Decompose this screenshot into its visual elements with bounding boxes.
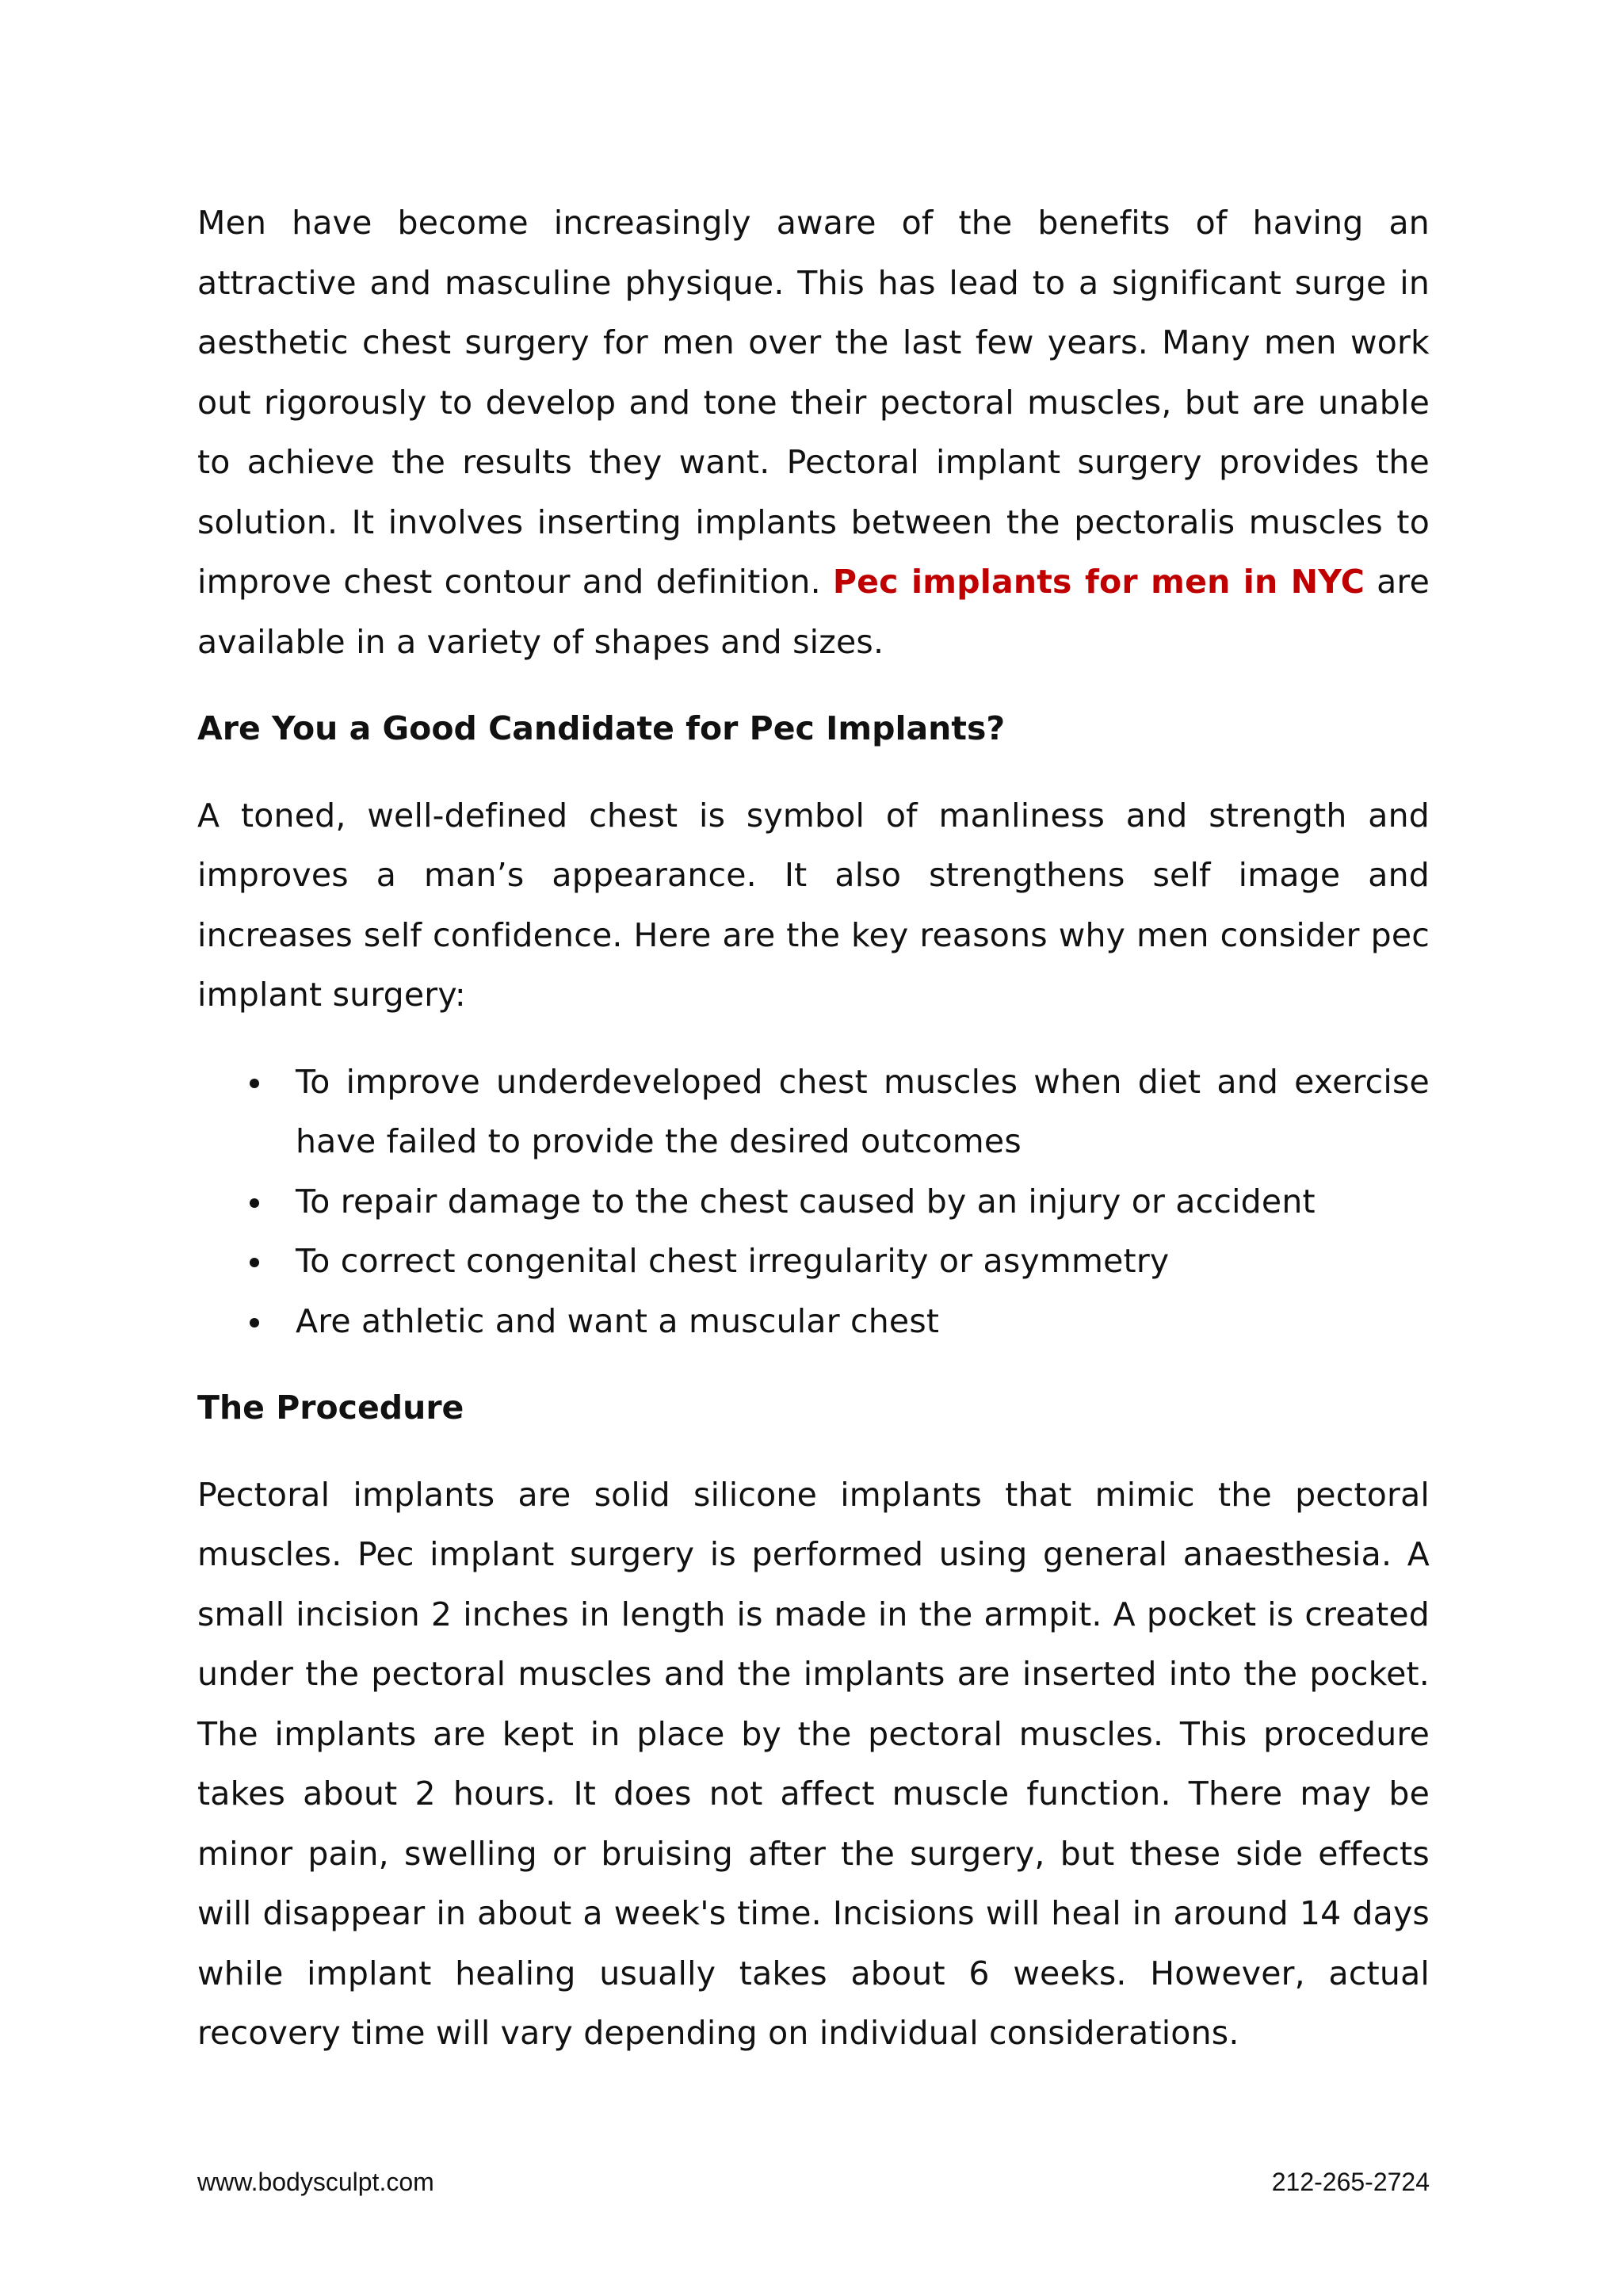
intro-paragraph — [197, 193, 1430, 672]
candidate-intro-paragraph: A toned, well-defined chest is symbol of manliness and strength and improves a man’s appearance. It also strengthens self image and increases self confidence. Here are the key reasons why men consider pec implant surgery: — [197, 796, 1430, 1014]
list-item — [197, 1172, 1430, 1232]
procedure-heading: The Procedure — [197, 1389, 464, 1427]
bullet-icon — [250, 1198, 259, 1208]
pec-implants-nyc-link[interactable]: Pec implants for men in NYC — [832, 563, 1365, 601]
bullet-icon — [250, 1258, 259, 1267]
list-item-text: Are athletic and want a muscular chest — [296, 1301, 940, 1340]
footer-phone: 212-265-2724 — [1271, 2168, 1430, 2196]
bullet-icon — [250, 1079, 259, 1088]
procedure-paragraph: Pectoral implants are solid silicone implants that mimic the pectoral muscles. Pec implant surgery is performed using general anaesthesia. A small incision 2 inches in length is made in the armpit. A pocket is created under the pectoral muscles and the implants are inserted into the pocket. The implants are kept in place by the pectoral muscles. This procedure takes about 2 hours. It does not affect muscle function. There may be minor pain, swelling or bruising after the surgery, but these side effects will disappear in about a week's time. Incisions will heal in around 14 days while implant healing usually takes about 6 weeks. However, actual recovery time will vary depending on individual considerations. — [197, 1475, 1430, 2052]
reasons-list — [197, 1052, 1430, 1352]
candidate-heading: Are You a Good Candidate for Pec Implants? — [197, 709, 1006, 747]
bullet-icon — [250, 1318, 259, 1328]
document-page — [197, 193, 1430, 2064]
list-item-text: To repair damage to the chest caused by an injury or accident — [296, 1182, 1316, 1221]
list-item-text: To correct congenital chest irregularity or asymmetry — [296, 1242, 1170, 1280]
page-footer — [197, 2168, 1430, 2197]
list-item — [197, 1232, 1430, 1292]
intro-text-before: Men have become increasingly aware of the benefits of having an attractive and masculine physique. This has lead to a significant surge in aesthetic chest surgery for men over the last few years. Many men work out rigorously to develop and tone their pectoral muscles, but are unable to achieve the results they want. Pectoral implant surgery provides the solution. It involves inserting implants between the pectoralis muscles to improve chest contour and definition. — [197, 204, 1430, 601]
intro-text-after: are available in a variety of shapes and sizes. — [197, 563, 1430, 661]
list-item-text: To improve underdeveloped chest muscles when diet and exercise have failed to provide the desired outcomes — [296, 1062, 1430, 1160]
footer-website-link[interactable]: www.bodysculpt.com — [197, 2168, 434, 2196]
list-item — [197, 1052, 1430, 1172]
list-item — [197, 1292, 1430, 1352]
